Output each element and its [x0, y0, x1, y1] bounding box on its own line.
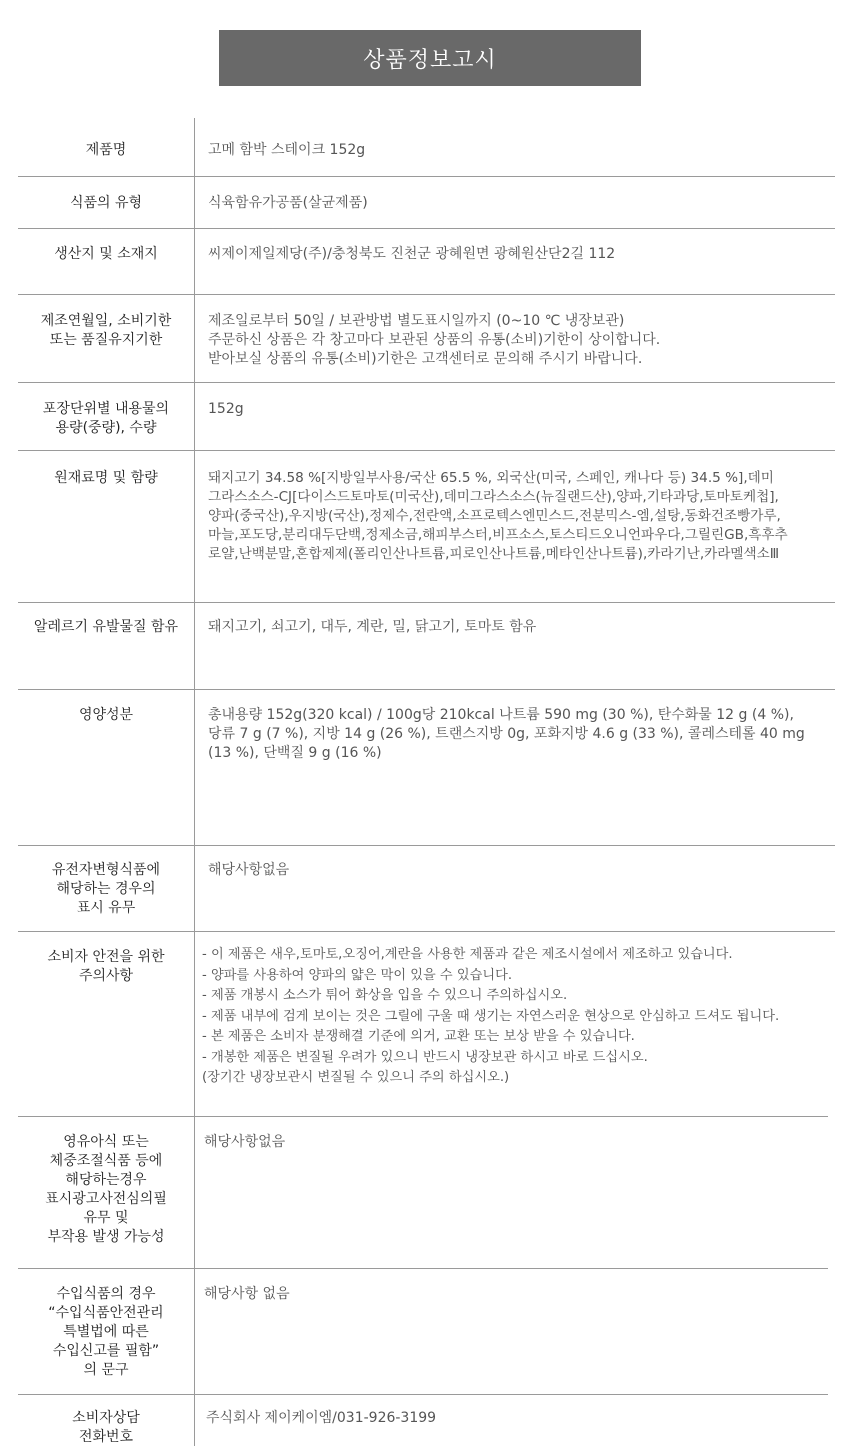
- value-line: - 개봉한 제품은 변질될 우려가 있으니 반드시 냉장보관 하시고 바로 드십시오.: [202, 1049, 648, 1065]
- value-line: - 제품 내부에 검게 보이는 것은 그릴에 구울 때 생기는 자연스러운 현상으로 안심하고 드셔도 됩니다.: [202, 1008, 780, 1024]
- row-divider: [18, 689, 835, 690]
- value-line: 해당사항없음: [208, 862, 290, 878]
- row-divider: [18, 602, 835, 603]
- value-line: 해당사항없음: [204, 1134, 286, 1150]
- row-label-infant-food: 영유아식 또는 체중조절식품 등에 해당하는경우 표시광고사전심의필 유무 및 부작용 발생 가능성: [45, 1134, 167, 1245]
- row-label-ingredients: 원재료명 및 함량: [54, 470, 158, 486]
- row-value-gmo: [208, 861, 289, 880]
- row-value-expiry: [208, 312, 660, 369]
- row-value-product-name: [208, 141, 365, 160]
- value-line: 돼지고기, 쇠고기, 대두, 계란, 밀, 닭고기, 토마토 함유: [208, 619, 537, 635]
- row-label-gmo: 유전자변형식품에 해당하는 경우의 표시 유무: [51, 862, 161, 916]
- value-line: (13 %), 단백질 9 g (16 %): [208, 745, 382, 761]
- row-value-imported-food: [204, 1285, 290, 1304]
- row-label-nutrition: 영양성분: [78, 707, 134, 723]
- row-value-food-type: [208, 194, 368, 213]
- value-line: 로얄,난백분말,혼합제제(폴리인산나트륨,피로인산나트륨,메타인산나트륨),카라기난,카라멜색소Ⅲ: [208, 546, 780, 562]
- value-line: 마늘,포도당,분리대두단백,정제소금,해피부스터,비프소스,토스티드오니언파우다,그릴린GB,흑후추: [208, 527, 788, 543]
- column-divider: [194, 118, 195, 1446]
- page-title: 상품정보고시: [219, 30, 641, 86]
- row-value-package-unit: [208, 400, 244, 419]
- row-divider: [18, 1116, 828, 1117]
- row-value-consumer-contact: [206, 1409, 436, 1428]
- row-label-safety: 소비자 안전을 위한 주의사항: [47, 949, 165, 984]
- row-divider: [18, 1268, 828, 1269]
- row-value-safety: [202, 945, 779, 1089]
- value-line: 주문하신 상품은 각 창고마다 보관된 상품의 유통(소비)기한이 상이합니다.: [208, 332, 661, 348]
- value-line: - 제품 개봉시 소스가 튀어 화상을 입을 수 있으니 주의하십시오.: [202, 988, 568, 1003]
- row-label-package-unit: 포장단위별 내용물의 용량(중량), 수량: [42, 401, 170, 436]
- row-divider: [18, 382, 835, 383]
- value-line: 고메 함박 스테이크 152g: [208, 142, 366, 158]
- value-line: 해당사항 없음: [204, 1286, 290, 1302]
- value-line: 양파(중국산),우지방(국산),정제수,전란액,소프로텍스엔민스드,전분믹스-엠,설탕,동화건조빵가루,: [208, 508, 781, 524]
- row-value-allergens: [208, 618, 536, 637]
- value-line: 받아보실 상품의 유통(소비)기한은 고객센터로 문의해 주시기 바랍니다.: [208, 351, 643, 367]
- row-value-nutrition: [208, 706, 805, 763]
- row-divider: [18, 176, 835, 177]
- row-label-expiry: 제조연월일, 소비기한 또는 품질유지기한: [40, 313, 172, 348]
- value-line: 제조일로부터 50일 / 보관방법 별도표시일까지 (0~10 ℃ 냉장보관): [208, 313, 625, 329]
- row-divider: [18, 294, 835, 295]
- value-line: 씨제이제일제당(주)/충청북도 진천군 광혜원면 광혜원산단2길 112: [208, 246, 616, 262]
- row-divider: [18, 450, 835, 451]
- value-line: 152g: [208, 401, 244, 417]
- value-line: 식육함유가공품(살균제품): [208, 195, 368, 211]
- value-line: - 양파를 사용하여 양파의 얇은 막이 있을 수 있습니다.: [202, 967, 513, 983]
- row-label-consumer-contact: 소비자상담 전화번호: [72, 1410, 140, 1445]
- row-divider: [18, 1394, 828, 1395]
- row-value-infant-food: [204, 1133, 285, 1152]
- row-label-product-name: 제품명: [85, 142, 127, 158]
- value-line: 총내용량 152g(320 kcal) / 100g당 210kcal 나트륨 590 mg (30 %), 탄수화물 12 g (4 %),: [208, 707, 794, 723]
- value-line: - 본 제품은 소비자 분쟁해결 기준에 의거, 교환 또는 보상 받을 수 있습니다.: [202, 1029, 635, 1044]
- row-label-imported-food: 수입식품의 경우 “수입식품안전관리 특별법에 따른 수입신고를 필함” 의 문구: [48, 1286, 164, 1378]
- value-line: 주식회사 제이케이엠/031-926-3199: [206, 1410, 437, 1426]
- row-label-allergens: 알레르기 유발물질 함유: [33, 619, 179, 635]
- row-divider: [18, 228, 835, 229]
- value-line: (장기간 냉장보관시 변질될 수 있으니 주의 하십시오.): [202, 1070, 510, 1085]
- row-label-food-type: 식품의 유형: [69, 195, 143, 211]
- row-label-origin: 생산지 및 소재지: [54, 246, 158, 262]
- value-line: 돼지고기 34.58 %[지방일부사용/국산 65.5 %, 외국산(미국, 스페인, 캐나다 등) 34.5 %],데미: [208, 470, 774, 486]
- value-line: - 이 제품은 새우,토마토,오징어,계란을 사용한 제품과 같은 제조시설에서 제조하고 있습니다.: [202, 947, 733, 962]
- value-line: 당류 7 g (7 %), 지방 14 g (26 %), 트랜스지방 0g, 포화지방 4.6 g (33 %), 콜레스테롤 40 mg: [208, 726, 805, 742]
- row-value-origin: [208, 245, 615, 264]
- row-divider: [18, 931, 835, 932]
- row-value-ingredients: [208, 469, 788, 564]
- row-divider: [18, 845, 835, 846]
- value-line: 그라스소스-CJ[다이스드토마토(미국산),데미그라스소스(뉴질랜드산),양파,기타과당,토마토케첩],: [208, 489, 779, 505]
